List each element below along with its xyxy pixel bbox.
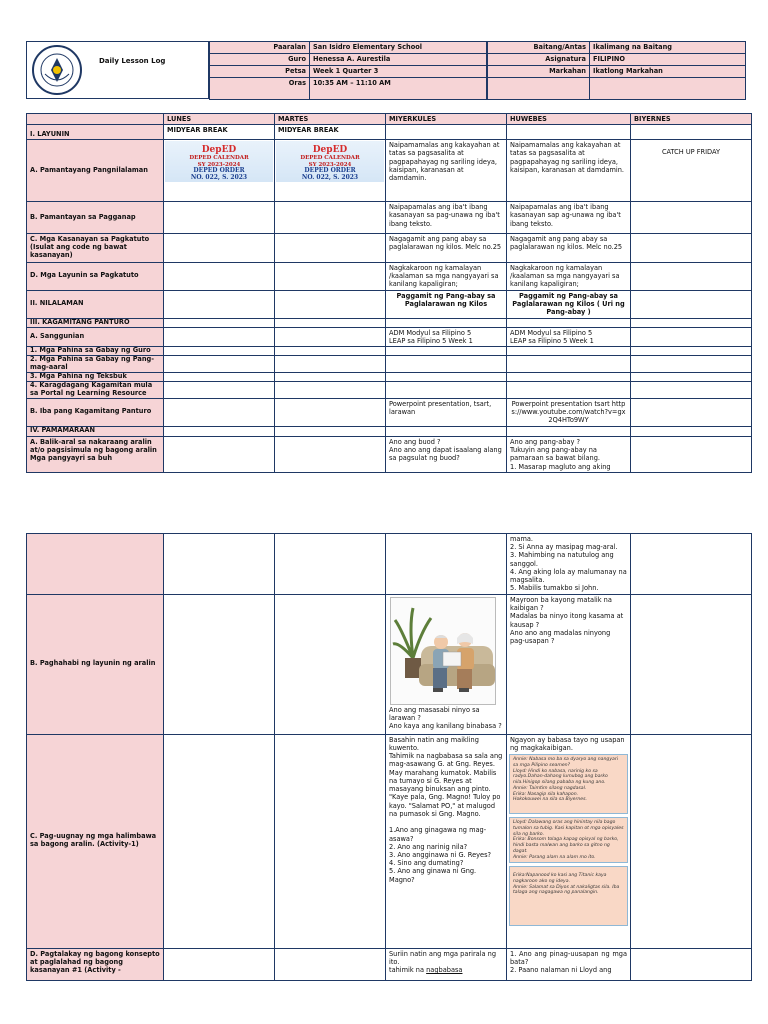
reading-couple-image [390,597,496,705]
reading-couple-cell [386,595,507,735]
cell-text: Paggamit ng Pang-abay sa Paglalarawan ng Kilos ( Uri ng Pang-abay ) [507,290,631,318]
cell-text-part: tahimik na [389,966,427,975]
field-label: Petsa [210,66,310,78]
corner-cell [27,114,164,125]
field-label: Baitang/Antas [488,42,590,54]
cell-text: Naipapamalas ang iba't ibang kasanayan sap ag-unawa ng iba't ibang teksto. [507,202,631,234]
deped-sy-text: SY 2023-2024 [197,161,241,168]
row-label: 2. Mga Pahina sa Gabay ng Pang-mag-aaral [27,356,164,373]
deped-cal-text: DEPED CALENDAR [189,155,249,162]
field-value: San Isidro Elementary School [310,42,487,54]
deped-seal-icon [31,44,83,96]
cell-text: ADM Modyul sa Filipino 5 LEAP sa Filipino 5 Week 1 [507,327,631,346]
row-label: B. Paghahabi ng layunin ng aralin [27,595,164,735]
cell-text: Ano ang masasabi ninyo sa larawan ? Ano kaya ang kanilang binabasa ? [389,706,502,731]
cell-text-d2 [386,948,507,980]
field-value: Week 1 Quarter 3 [310,66,487,78]
cell-text: Powerpoint presentation, tsart, larawan [386,398,507,426]
field-value: Ikalimang na Baitang [590,42,746,54]
row-label: D. Pagtalakay ng bagong konsepto at paglalahad ng bagong kasanayan #1 (Activity - [27,948,164,980]
deped-cal-text: DEPED CALENDAR [300,155,360,162]
section-layunin: I. LAYUNIN [27,125,164,140]
cell-text: Ano ang pang-abay ? Tukuyin ang pang-abay na pamaraan sa bawat bilang. 1. Masarap magluto ang aking [507,436,631,472]
row-label-cont [27,534,164,595]
row-label: C. Mga Kasanayan sa Pagkatuto (Isulat ang code ng bawat kasanayan) [27,234,164,263]
row-label: A. Balik-aral sa nakaraang aralin at/o pagsisimula ng bagong aralin Mga pangyayri sa buh [27,436,164,472]
field-label [488,78,590,100]
deped-order-text: DEPED ORDER [193,166,245,174]
conversation-panel-2: Lloyd: Dalawang oras ang hinintay nila bago tumalon sa tubig. Kasi kapitan ot mga opisyales sila ng barko. Erika: Bonsom tolaga kapag opisyal ng barko, hindi basta malwan ang barko sa gitno ng dagat. Annie: Parang alam na alam mo ito. [509,817,628,863]
row-label: D. Mga Layunin sa Pagkatuto [27,262,164,290]
cell-text: mama. 2. Si Anna ay masipag mag-aral. 3. Mahimbing na natutulog ang sanggol. 4. Ang aking lola ay malumanay na magsalita. 5. Mabilis tumakbo si John. [507,534,631,595]
cell-text: Naipamamalas ang kakayahan at tatas sa pagsasalita at pagpapahayag ng sariling ideya, kaisipan, karanasan at damdamin. [386,140,507,202]
conversation-cell [507,734,631,948]
header-title: Daily Lesson Log [99,57,166,65]
day-header: MIYERKULES [386,114,507,125]
conversation-panel-3: Erika:Napanood ko kasi ang Titanic kaya nagkaroon ako ng ideya. Annie: Salamat sa Diyos at nakaligtas sila. Iba talaga ang nagagawa ng panalangin. [509,866,628,926]
cell-text: Nagagamit ang pang abay sa paglalarawan ng kilos. Melc no.25 [386,234,507,263]
day-header: HUWEBES [507,114,631,125]
day-header: LUNES [164,114,275,125]
cell-text: 1. Ano ang pinag-uusapan ng mga bata? 2. Paano nalaman ni Lloyd ang [507,948,631,980]
row-label: 1. Mga Pahina sa Gabay ng Guro [27,347,164,356]
cell-text: Basahin natin ang maikling kuwento. Tahimik na nagbabasa sa sala ang mag-asawang G. at Gng. Reyes. May marahang kumatok. Mabilis na tumayo si G. Reyes at masayang binuksan ang pinto. "Kaye pala, Gng. Magno! Tuloy po kayo. "Salamat PO," at malugod na pumasok si Gng. Magno. 1.Ano ang ginagawa ng mag-asawa? 2. Ano ang narinig nila? 3. Ano angginawa ni G. Reyes? 4. Sino ang dumating? 5. Ano ang ginawa ni Gng. Magno? [386,734,507,948]
cell-text: Paggamit ng Pang-abay sa Paglalarawan ng Kilos [386,290,507,318]
deped-logo: DepED [201,145,237,156]
deped-calendar-image [275,140,386,202]
day-header: MARTES [275,114,386,125]
deped-logo: DepED [312,145,348,156]
midyear-break: MIDYEAR BREAK [164,125,275,140]
header-logo-cell [26,41,209,99]
row-label: C. Pag-uugnay ng mga halimbawa sa bagong aralin. (Activity-1) [27,734,164,948]
cell-text: Nagkakaroon ng kamalayan /kaalaman sa mga nangyayari sa kanilang kapaligiran; [386,262,507,290]
catch-up-friday: CATCH UP FRIDAY [631,140,752,202]
header-fields-right [487,41,746,100]
cell-text: Naipamamalas ang kakayahan at tatas sa pagsasalita at pagpapahayag ng sariling ideya, kaisipan, karanasan at damdamin. [507,140,631,202]
deped-order-no: NO. 022, S. 2023 [190,173,248,181]
conversation-panel-1: Annie: Nabasa mo ba sa dyaryo ang nangyari sa mga Pilipino seamen? Lloyd: Hindi ko nabasa, narinig ko sa radyo.Dahan-dahang lumubog ang barko nila.Hinigop silang pababa ng kung ano. Annie: Taimtim silang nagdasal. Erika: Nasagip sila kahapon. Hokokouwei na sila sa Biyernes. [509,754,628,814]
cell-text: Naipapamalas ang iba't ibang kasanayan sa pag-unawa ng iba't ibang teksto. [386,202,507,234]
cell-text: Nagkakaroon ng kamalayan /kaalaman sa mga nangyayari sa kanilang kapaligiran; [507,262,631,290]
cell-text: Ano ang buod ? Ano ano ang dapat isaalang alang sa pagsulat ng buod? [386,436,507,472]
deped-order-no: NO. 022, S. 2023 [301,173,359,181]
deped-sy-text: SY 2023-2024 [308,161,352,168]
section-kagamitan: III. KAGAMITANG PANTURO [27,318,164,327]
field-label: Oras [210,78,310,100]
field-label: Guro [210,54,310,66]
field-value [590,78,746,100]
elderly-couple-reading-icon [391,598,495,704]
midyear-break: MIDYEAR BREAK [275,125,386,140]
underlined-word: nagbabasa [426,966,463,975]
field-label: Asignatura [488,54,590,66]
cell-text: ADM Modyul sa Filipino 5 LEAP sa Filipino 5 Week 1 [386,327,507,346]
row-label: B. Iba pang Kagamitang Panturo [27,398,164,426]
lesson-table-page2 [26,533,751,981]
header-fields-left [209,41,487,100]
cell-text: Mayroon ba kayong matalik na kaibigan ? Madalas ba ninyo itong kasama at kausap ? Ano ano ang madalas ninyong pag-usapan ? [507,595,631,735]
row-label: A. Pamantayang Pangnilalaman [27,140,164,202]
day-header: BIYERNES [631,114,752,125]
cell-text [389,966,503,974]
deped-order-text: DEPED ORDER [304,166,356,174]
lesson-table-page1 [26,113,751,473]
row-label: B. Pamantayan sa Pagganap [27,202,164,234]
deped-calendar-image [164,140,275,202]
section-pamamaraan: IV. PAMAMARAAN [27,426,164,436]
field-value: Ikatlong Markahan [590,66,746,78]
cell-text: Suriin natin ang mga parirala ng ito. [389,949,497,966]
cell-text: Nagagamit ang pang abay sa paglalarawan ng kilos. Melc no.25 [507,234,631,263]
cell-text: Powerpoint presentation tsart https://www.youtube.com/watch?v=gx2Q4HTo9WY [507,398,631,426]
row-label: A. Sanggunian [27,327,164,346]
field-label: Paaralan [210,42,310,54]
row-label: 3. Mga Pahina ng Teksbuk [27,373,164,382]
field-label: Markahan [488,66,590,78]
section-nilalaman: II. NILALAMAN [27,290,164,318]
cell-text: Ngayon ay babasa tayo ng usapan ng magkakaibigan. [510,735,625,752]
field-value: 10:35 AM – 11:10 AM [310,78,487,100]
field-value: Henessa A. Aurestila [310,54,487,66]
field-value: FILIPINO [590,54,746,66]
row-label: 4. Karagdagang Kagamitan mula sa Portal ng Learning Resource [27,381,164,398]
